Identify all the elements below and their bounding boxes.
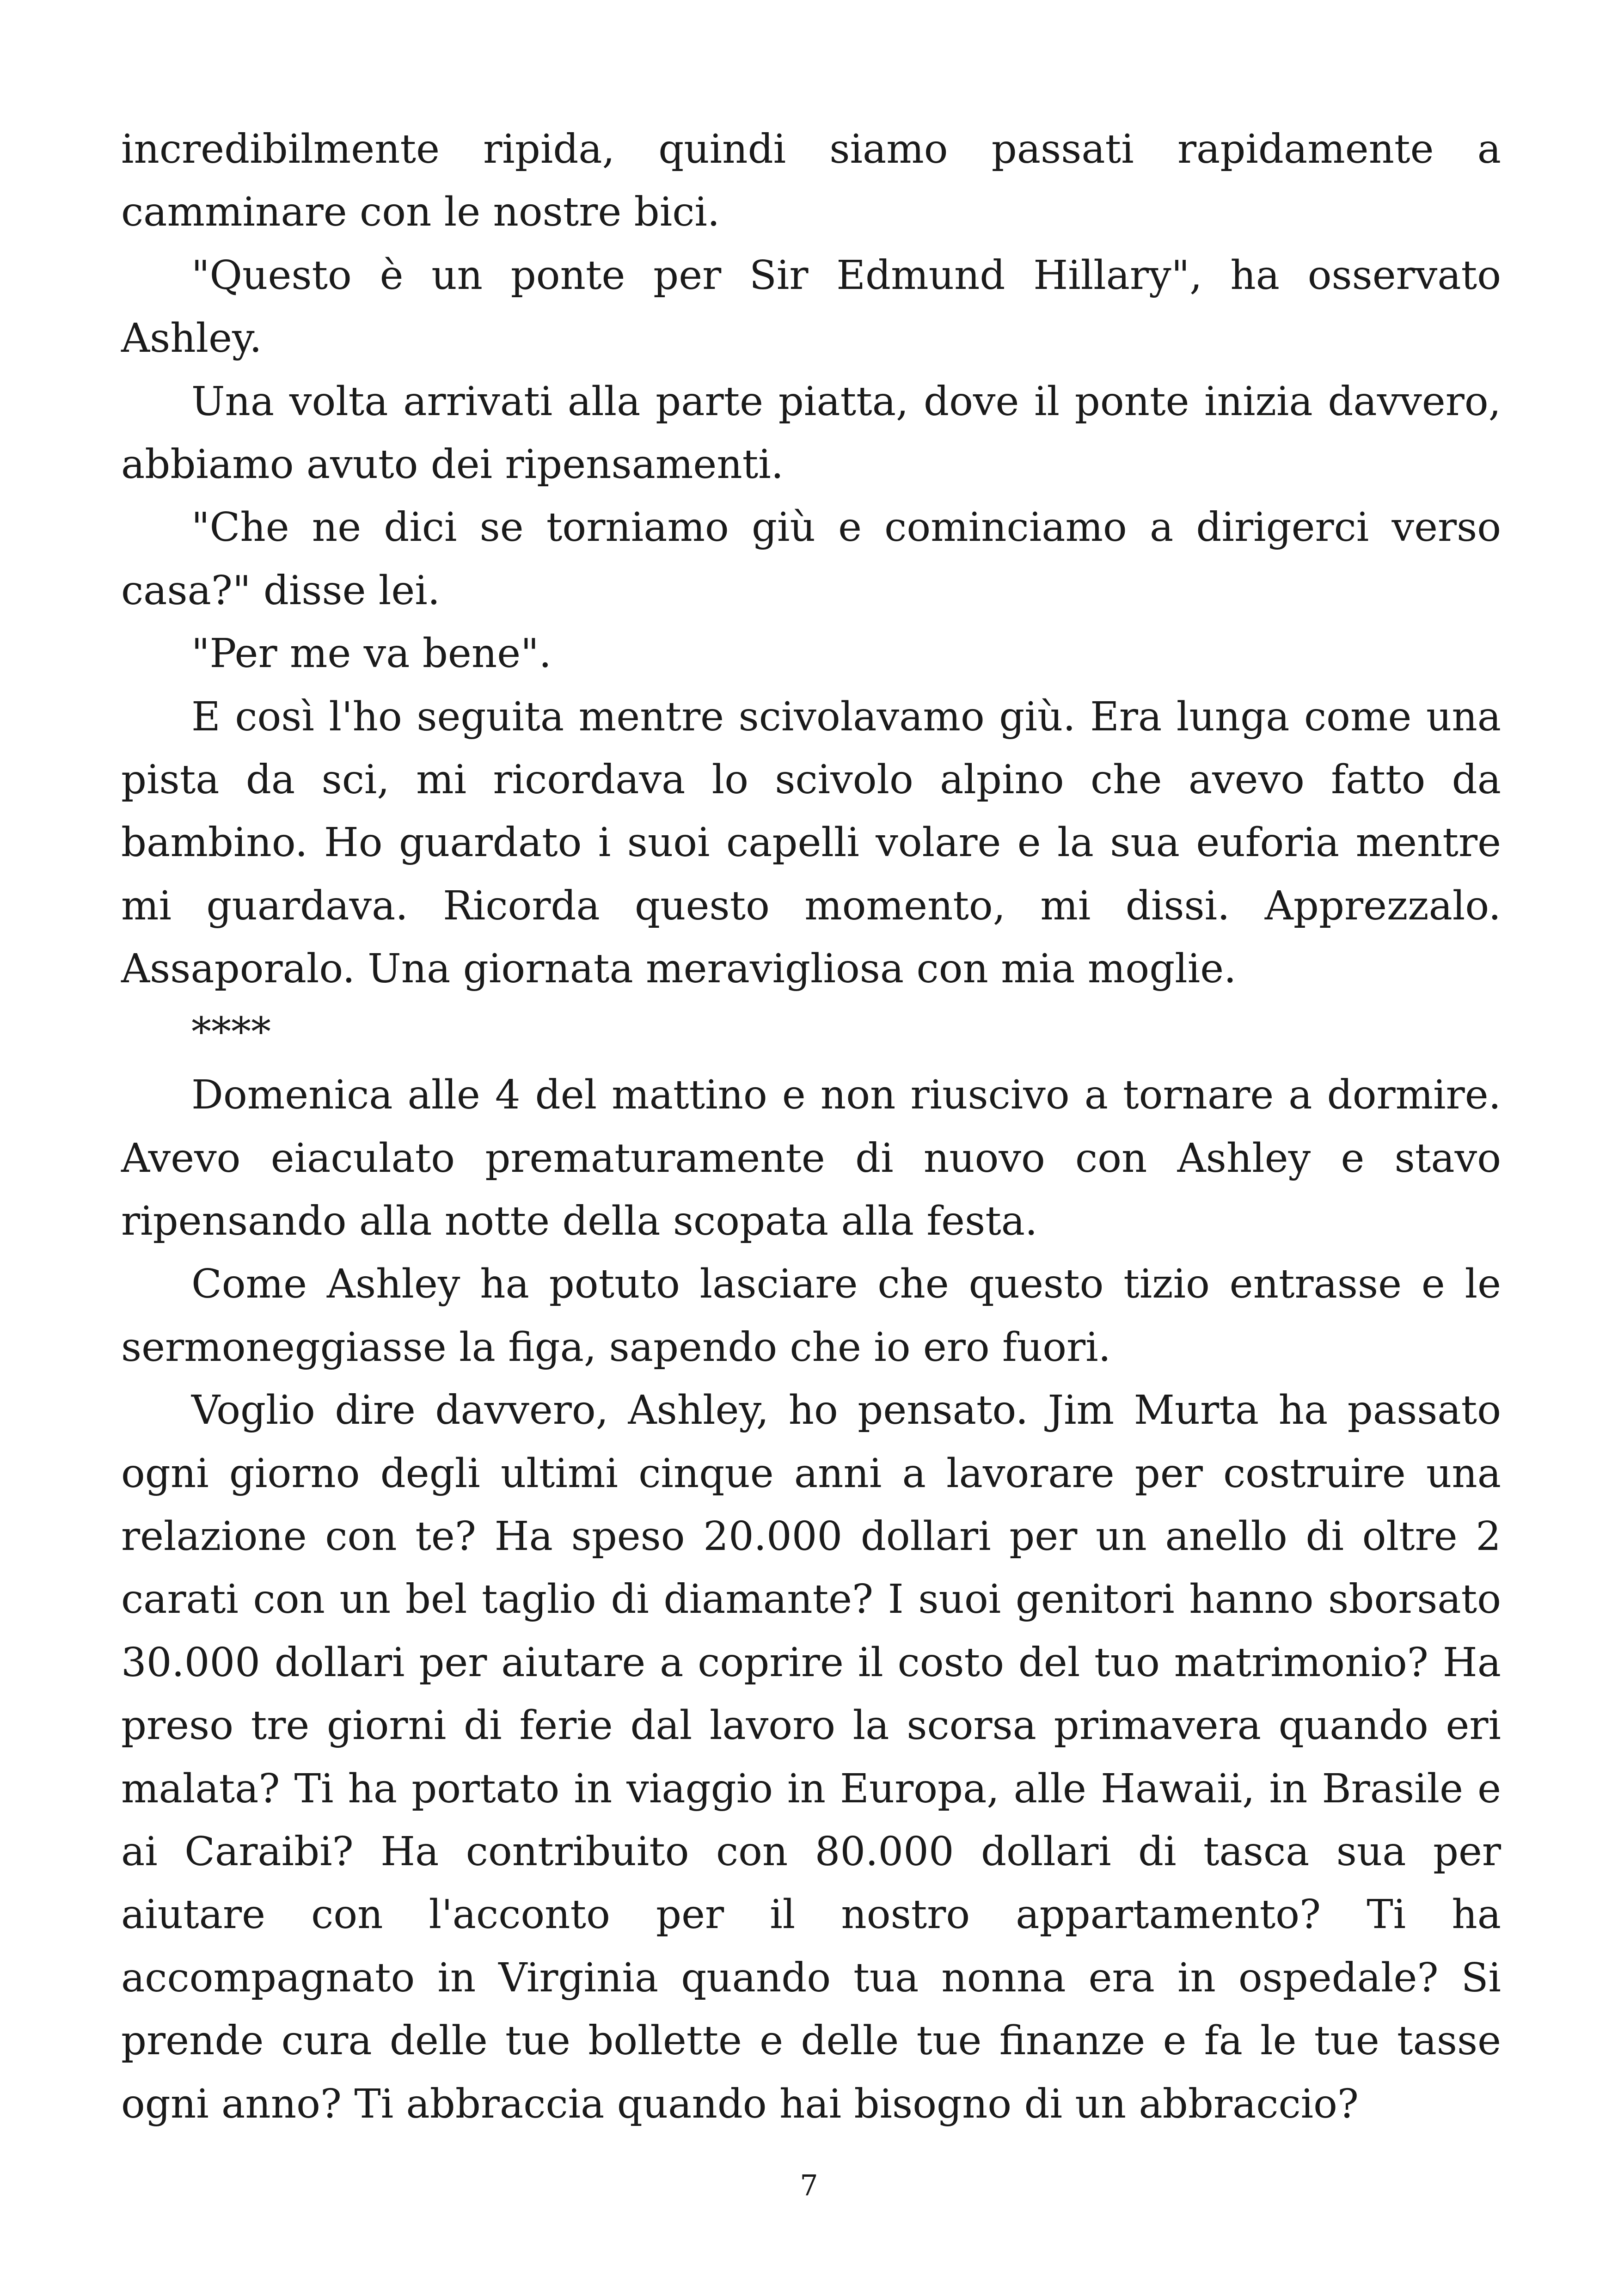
paragraph: "Per me va bene". [191, 631, 552, 677]
section-separator: **** [191, 1009, 271, 1055]
paragraph: "Questo è un ponte per Sir Edmund Hillary", ha osservato Ashley. [121, 252, 1501, 362]
paragraph: "Che ne dici se torniamo giù e cominciamo a dirigerci verso casa?" disse lei. [121, 504, 1501, 614]
paragraph: incredibilmente ripida, quindi siamo passati rapidamente a camminare con le nostre bici. [121, 126, 1501, 236]
paragraph: Come Ashley ha potuto lasciare che questo tizio entrasse e le sermoneggiasse la figa, sapendo che io ero fuori. [121, 1261, 1501, 1371]
body-text [121, 118, 1501, 2136]
paragraph: Una volta arrivati alla parte piatta, dove il ponte inizia davvero, abbiamo avuto dei ripensamenti. [121, 378, 1501, 488]
page-number: 7 [800, 2168, 818, 2202]
paragraph: E così l'ho seguita mentre scivolavamo giù. Era lunga come una pista da sci, mi ricordava lo scivolo alpino che avevo fatto da bambino. Ho guardato i suoi capelli volare e la sua euforia mentre mi guardava. Ricorda questo momento, mi dissi. Apprezzalo. Assaporalo. Una giornata meravigliosa con mia moglie. [121, 693, 1501, 992]
paragraph: Voglio dire davvero, Ashley, ho pensato. Jim Murta ha passato ogni giorno degli ultimi cinque anni a lavorare per costruire una relazione con te? Ha speso 20.000 dollari per un anello di oltre 2 carati con un bel taglio di diamante? I suoi genitori hanno sborsato 30.000 dollari per aiutare a coprire il costo del tuo matrimonio? Ha preso tre giorni di ferie dal lavoro la scorsa primavera quando eri malata? Ti ha portato in viaggio in Europa, alle Hawaii, in Brasile e ai Caraibi? Ha contribuito con 80.000 dollari di tasca sua per aiutare con l'acconto per il nostro appartamento? Ti ha accompagnato in Virginia quando tua nonna era in ospedale? Si prende cura delle tue bollette e delle tue finanze e fa le tue tasse ogni anno? Ti abbraccia quando hai bisogno di un abbraccio? [121, 1387, 1501, 2127]
paragraph: Domenica alle 4 del mattino e non riuscivo a tornare a dormire. Avevo eiaculato prematuramente di nuovo con Ashley e stavo ripensando alla notte della scopata alla festa. [121, 1072, 1501, 1244]
